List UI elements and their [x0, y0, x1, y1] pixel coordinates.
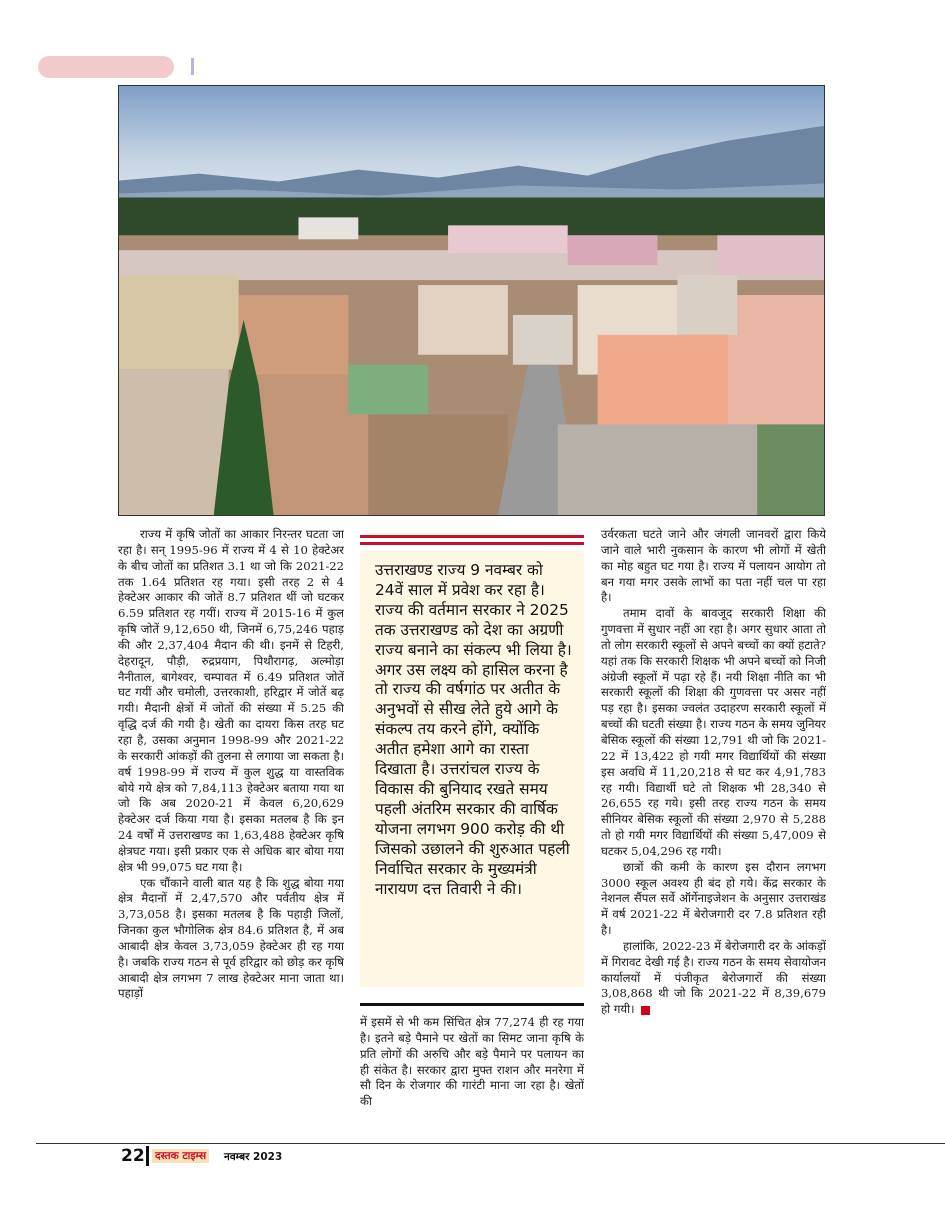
pullquote-text: उत्तराखण्ड राज्य 9 नवम्बर को 24वें साल में प्रवेश कर रहा है। राज्य की वर्तमान सरकार ने 2025 तक उत्तराखण्ड को देश का अग्रणी राज्य बनाने का संकल्प भी लिया है। अगर उस लक्ष्य को हासिल करना है तो राज्य की वर्षगांठ पर अतीत के अनुभवों से सीख लेते हुये आगे के संकल्प तय करने होंगे, क्योंकि अतीत हमेशा आगे का रास्ता दिखाता है। उत्तरांचल राज्य के विकास की बुनियाद रखते समय पहली अंतरिम सरकार की वार्षिक योजना लगभग 900 करोड़ की थी जिसको उछालने की शुरुआत पहली निर्वाचित सरकार के मुख्यमंत्री नारायण दत्त तिवारी ने की। — [375, 561, 572, 898]
pullquote — [360, 535, 584, 997]
footer-rule — [36, 1143, 945, 1144]
pullquote-box — [360, 551, 584, 987]
paragraph: तमाम दावों के बावजूद सरकारी शिक्षा की गुणवत्ता में सुधार नहीं आ रहा है। अगर सुधार आता तो तो लोग सरकारी स्कूलों से अपने बच्चों का क्यों हटाते? यहां तक कि सरकारी शिक्षक भी अपने बच्चों को निजी अंग्रेजी स्कूलों में पढ़ा रहे हैं। नयी शिक्षा नीति का भी सरकारी स्कूलों की शिक्षा की गुणवत्ता पर असर नहीं पड़ रहा है। इसका ज्वलंत उदाहरण सरकारी स्कूलों में बच्चों की घटती संख्या है। राज्य गठन के समय जुनियर बेसिक स्कूलों की संख्या 12,791 थी जो कि 2021-22 में 13,422 हो गयी मगर विद्यार्थियों की संख्या इस अवधि में 11,20,218 से घट कर 4,91,783 रह गयी। विद्यार्थी घटे तो शिक्षक भी 28,340 से 26,655 रह गये। इसी तरह राज्य गठन के समय सीनियर बेसिक स्कूलों की संख्या 2,970 से 5,288 तो हो गयी मगर विद्यार्थियों की संख्या 5,47,009 से घटकर 5,04,296 रह गयी। — [601, 606, 826, 858]
article-column-middle — [360, 1015, 584, 1122]
end-mark-icon — [641, 1006, 650, 1015]
article-column-left — [118, 527, 344, 1122]
town-photo — [118, 85, 825, 516]
paragraph-text: हालांकि, 2022-23 में बेरोजगारी दर के आंकड़ों में गिरावट देखी गई है। राज्य गठन के समय सेवायोजन कार्यालयों में पंजीकृत बेरोजगारों की संख्या 3,08,868 थी जो कि 2021-22 में 8,39,679 हो गयी। — [601, 938, 826, 1017]
issue-date: नवम्बर 2023 — [224, 1151, 283, 1163]
article-column-right — [601, 527, 826, 1122]
town-photo-illustration — [119, 86, 824, 515]
pullquote-rule-top — [360, 535, 584, 538]
pullquote-rule-top-second — [360, 542, 584, 545]
page-number: 22 — [121, 1146, 145, 1166]
footer-separator — [146, 1146, 149, 1166]
paragraph: उर्वरकता घटते जाने और जंगली जानवरों द्वारा किये जाने वाले भारी नुकसान के कारण भी लोगों में खेती का मोह बहुत घट गया है। राज्य में पलायन आयोग तो बन गया मगर उसके लाभों का पता नहीं चल पा रहा है। — [601, 527, 826, 605]
paragraph: राज्य में कृषि जोतों का आकार निरन्तर घटता जा रहा है। सन् 1995-96 में राज्य में 4 से 10 हेक्टेअर के बीच जोतों का प्रतिशत 3.1 था जो कि 2021-22 तक 1.64 प्रतिशत रह गया। इसी तरह 2 से 4 हेक्टेअर आकार की जोतें 8.7 प्रतिशत थीं जो घटकर 6.59 प्रतिशत रह गयीं। राज्य में 2015-16 में कुल कृषि जोतें 9,12,650 थी, जिनमें 6,75,246 पहाड़ की और 2,37,404 मैदान की थी। इनमें से टिहरी, देहरादून, पौड़ी, रुद्रप्रयाग, पिथौरागढ़, अल्मोड़ा नैनीताल, बागेश्वर, चम्पावत में 6.49 प्रतिशत जोतें घट गयीं और चमोली, उत्तरकाशी, हरिद्वार में जोतें बढ़ गयी। मैदानी क्षेत्रों में जोतों की संख्या में 5.25 की वृद्धि दर्ज की गयी है। खेती का दायरा किस तरह घट रहा है, उसका अनुमान 1998-99 और 2021-22 के सरकारी आंकड़ों की तुलना से लगाया जा सकता है। वर्ष 1998-99 में राज्य में कुल शुद्ध या वास्तविक बोये गये क्षेत्र को 7,84,113 हेक्टेअर बताया गया था जो कि अब 2020-21 में केवल 6,20,629 हेक्टेअर दर्ज किया गया है। इसका मतलब है कि इन 24 वर्षों में उत्तराखण्ड का 1,63,488 हेक्टेअर कृषि क्षेत्रघट गया। इसी प्रकार एक से अधिक बार बोया गया क्षेत्र भी 99,075 घट गया है। — [118, 527, 344, 874]
paragraph-last — [601, 939, 826, 1018]
section-tag-bar — [191, 58, 194, 75]
paragraph: छात्रों की कमी के कारण इस दौरान लगभग 3000 स्कूल अवश्य ही बंद हो गये। केंद्र सरकार के नेशनल सैंपल सर्वे ऑर्गेनाइजेशन के अनुसार उत्तराखंड में वर्ष 2021-22 में बेरोजगारी दर 7.8 प्रतिशत रही है। — [601, 859, 826, 938]
paragraph: एक चौंकाने वाली बात यह है कि शुद्ध बोया गया क्षेत्र मैदानों में 2,47,570 और पर्वतीय क्षेत्र में 3,73,058 है। इसका मतलब है कि पहाड़ी जिलों, जिनका कुल भौगोलिक क्षेत्र 84.6 प्रतिशत है, में अब आबादी क्षेत्र केवल 3,73,059 हेक्टेअर ही रह गया है। जबकि राज्य गठन से पूर्व हरिद्वार को छोड़ कर कृषि आबादी क्षेत्र लगभग 7 लाख हेक्टेअर माना जाता था। पहाड़ों — [118, 875, 344, 1001]
magazine-logo: दस्तक टाइम्स — [152, 1149, 209, 1163]
section-tag-pill — [38, 56, 174, 78]
paragraph: में इसमें से भी कम सिंचित क्षेत्र 77,274 ही रह गया है। इतने बड़े पैमाने पर खेतों का सिमट जाना कृषि के प्रति लोगों की अरुचि और बड़े पैमाने पर पलायन का ही संकेत है। सरकार द्वारा मुफ्त राशन और मनरेगा में सौ दिन के रोजगार की गारंटी माना जा रहा है। खेतों की — [360, 1015, 584, 1109]
pullquote-rule-bottom — [360, 1003, 584, 1006]
